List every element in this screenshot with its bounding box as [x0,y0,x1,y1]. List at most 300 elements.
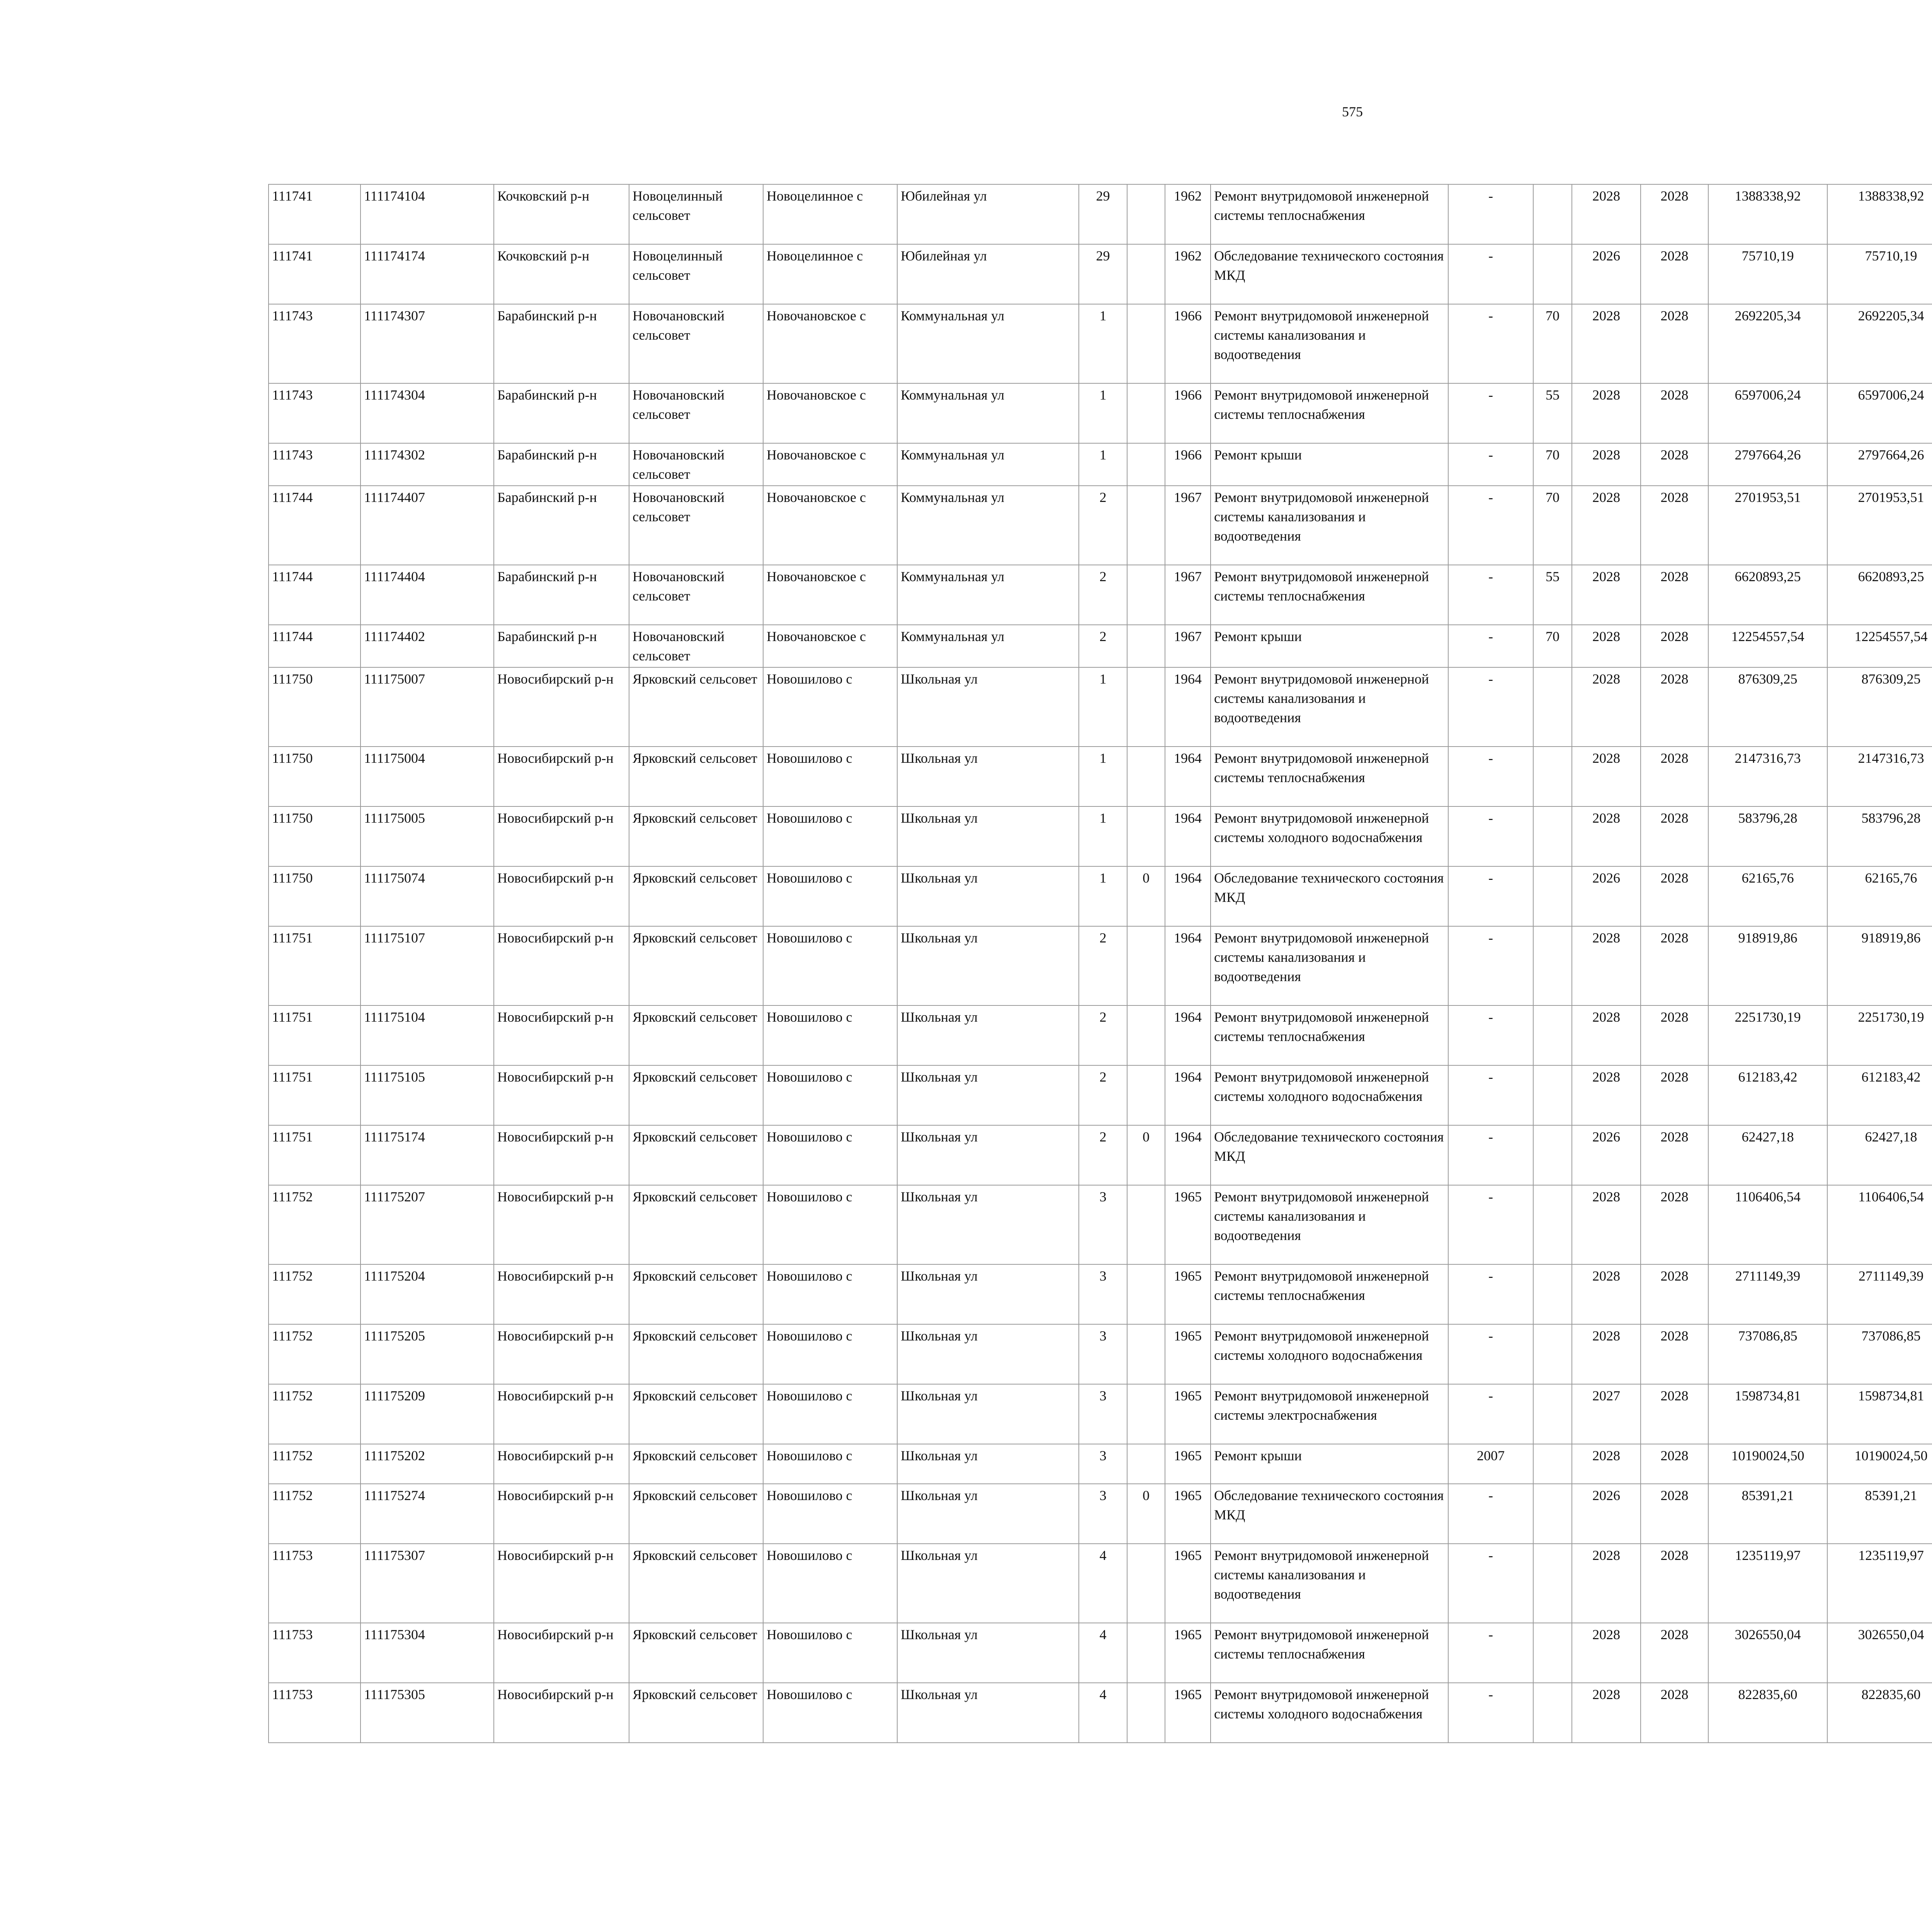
cell-work-id: 111174404 [361,565,494,625]
cell-cost-total: 3026550,04 [1708,1623,1827,1683]
cell-house-number: 1 [1079,806,1127,866]
cell-deadline-year: 2028 [1641,1623,1708,1683]
cell-street: Коммунальная ул [897,486,1079,565]
cell-work-type: Ремонт внутридомовой инженерной системы канализования и водоотведения [1211,667,1448,747]
cell-council: Новочановский сельсовет [629,625,763,667]
table-row [269,1444,1932,1484]
cell-street: Школьная ул [897,1324,1079,1384]
cell-wear-percent [1533,184,1572,244]
cell-work-type: Ремонт внутридомовой инженерной системы теплоснабжения [1211,747,1448,806]
cell-settlement: Новошилово с [763,747,897,806]
cell-district: Барабинский р-н [494,443,629,486]
cell-settlement: Новочановское с [763,443,897,486]
cell-building-number [1127,1683,1165,1743]
cell-cost-total: 2251730,19 [1708,1005,1827,1065]
cell-work-id: 111175004 [361,747,494,806]
cell-cost-fund: 2251730,19 [1827,1005,1932,1065]
cell-house-number: 2 [1079,565,1127,625]
cell-cost-fund: 6620893,25 [1827,565,1932,625]
cell-work-id: 111175174 [361,1125,494,1185]
cell-settlement: Новошилово с [763,1324,897,1384]
cell-plan-year: 2028 [1572,667,1641,747]
cell-cost-fund: 62165,76 [1827,866,1932,926]
table-row [269,926,1932,1005]
cell-last-repair-year: - [1448,1065,1533,1125]
cell-street: Школьная ул [897,1125,1079,1185]
cell-record-id: 111750 [269,667,361,747]
cell-deadline-year: 2028 [1641,667,1708,747]
cell-cost-total: 918919,86 [1708,926,1827,1005]
cell-house-number: 1 [1079,304,1127,383]
cell-deadline-year: 2028 [1641,1444,1708,1484]
cell-building-number [1127,184,1165,244]
cell-building-number [1127,1264,1165,1324]
cell-build-year: 1964 [1165,866,1211,926]
cell-work-id: 111174402 [361,625,494,667]
cell-cost-fund: 2797664,26 [1827,443,1932,486]
cell-plan-year: 2028 [1572,806,1641,866]
cell-building-number [1127,383,1165,443]
cell-house-number: 2 [1079,1065,1127,1125]
cell-district: Кочковский р-н [494,184,629,244]
cell-wear-percent [1533,806,1572,866]
cell-building-number [1127,747,1165,806]
cell-record-id: 111741 [269,184,361,244]
cell-district: Новосибирский р-н [494,866,629,926]
cell-work-id: 111175304 [361,1623,494,1683]
cell-cost-total: 612183,42 [1708,1065,1827,1125]
cell-record-id: 111752 [269,1444,361,1484]
cell-last-repair-year: - [1448,866,1533,926]
cell-deadline-year: 2028 [1641,866,1708,926]
cell-council: Ярковский сельсовет [629,866,763,926]
cell-build-year: 1965 [1165,1623,1211,1683]
table-row [269,184,1932,244]
table-row [269,486,1932,565]
cell-house-number: 2 [1079,486,1127,565]
cell-building-number [1127,667,1165,747]
cell-house-number: 29 [1079,184,1127,244]
cell-record-id: 111743 [269,443,361,486]
cell-deadline-year: 2028 [1641,304,1708,383]
cell-build-year: 1965 [1165,1484,1211,1544]
cell-record-id: 111752 [269,1484,361,1544]
table-row [269,383,1932,443]
cell-street: Школьная ул [897,1005,1079,1065]
cell-district: Новосибирский р-н [494,1544,629,1623]
cell-wear-percent [1533,667,1572,747]
cell-work-id: 111174407 [361,486,494,565]
cell-build-year: 1965 [1165,1384,1211,1444]
cell-cost-fund: 583796,28 [1827,806,1932,866]
cell-build-year: 1964 [1165,1005,1211,1065]
cell-record-id: 111752 [269,1264,361,1324]
cell-settlement: Новошилово с [763,1005,897,1065]
cell-last-repair-year: - [1448,1623,1533,1683]
cell-street: Школьная ул [897,667,1079,747]
cell-build-year: 1965 [1165,1444,1211,1484]
cell-cost-fund: 6597006,24 [1827,383,1932,443]
cell-plan-year: 2028 [1572,304,1641,383]
cell-work-id: 111175205 [361,1324,494,1384]
cell-house-number: 1 [1079,747,1127,806]
cell-plan-year: 2028 [1572,1065,1641,1125]
cell-work-type: Ремонт внутридомовой инженерной системы теплоснабжения [1211,383,1448,443]
cell-wear-percent [1533,1384,1572,1444]
cell-district: Новосибирский р-н [494,1444,629,1484]
cell-cost-total: 75710,19 [1708,244,1827,304]
cell-build-year: 1967 [1165,625,1211,667]
cell-district: Новосибирский р-н [494,926,629,1005]
cell-last-repair-year: 2007 [1448,1444,1533,1484]
cell-wear-percent [1533,1185,1572,1264]
cell-record-id: 111750 [269,747,361,806]
cell-build-year: 1966 [1165,304,1211,383]
cell-record-id: 111752 [269,1324,361,1384]
cell-cost-total: 822835,60 [1708,1683,1827,1743]
cell-district: Новосибирский р-н [494,1005,629,1065]
cell-build-year: 1964 [1165,747,1211,806]
cell-cost-fund: 12254557,54 [1827,625,1932,667]
cell-work-id: 111175209 [361,1384,494,1444]
cell-street: Юбилейная ул [897,184,1079,244]
cell-wear-percent: 70 [1533,304,1572,383]
cell-district: Барабинский р-н [494,383,629,443]
cell-deadline-year: 2028 [1641,443,1708,486]
cell-deadline-year: 2028 [1641,565,1708,625]
cell-council: Новочановский сельсовет [629,304,763,383]
cell-deadline-year: 2028 [1641,486,1708,565]
cell-plan-year: 2028 [1572,1544,1641,1623]
cell-work-type: Ремонт внутридомовой инженерной системы теплоснабжения [1211,1005,1448,1065]
cell-settlement: Новошилово с [763,1185,897,1264]
cell-deadline-year: 2028 [1641,1125,1708,1185]
table-row [269,866,1932,926]
cell-work-id: 111175204 [361,1264,494,1324]
cell-deadline-year: 2028 [1641,1384,1708,1444]
cell-work-type: Ремонт внутридомовой инженерной системы холодного водоснабжения [1211,806,1448,866]
cell-cost-fund: 2701953,51 [1827,486,1932,565]
table-row [269,667,1932,747]
cell-street: Школьная ул [897,806,1079,866]
cell-street: Коммунальная ул [897,625,1079,667]
cell-build-year: 1966 [1165,383,1211,443]
table-row [269,625,1932,667]
cell-building-number [1127,1384,1165,1444]
table-row [269,1264,1932,1324]
cell-street: Школьная ул [897,1384,1079,1444]
cell-deadline-year: 2028 [1641,625,1708,667]
cell-last-repair-year: - [1448,806,1533,866]
cell-work-type: Ремонт внутридомовой инженерной системы канализования и водоотведения [1211,1544,1448,1623]
cell-cost-fund: 2147316,73 [1827,747,1932,806]
table-row [269,1623,1932,1683]
cell-last-repair-year: - [1448,383,1533,443]
cell-cost-total: 1235119,97 [1708,1544,1827,1623]
cell-work-type: Ремонт внутридомовой инженерной системы теплоснабжения [1211,565,1448,625]
cell-council: Ярковский сельсовет [629,1005,763,1065]
cell-settlement: Новошилово с [763,667,897,747]
cell-street: Школьная ул [897,1484,1079,1544]
cell-street: Школьная ул [897,1185,1079,1264]
cell-building-number [1127,244,1165,304]
cell-council: Ярковский сельсовет [629,1484,763,1544]
cell-record-id: 111743 [269,304,361,383]
cell-wear-percent [1533,244,1572,304]
cell-build-year: 1964 [1165,926,1211,1005]
cell-work-id: 111175202 [361,1444,494,1484]
cell-cost-fund: 876309,25 [1827,667,1932,747]
cell-cost-fund: 10190024,50 [1827,1444,1932,1484]
cell-work-type: Обследование технического состояния МКД [1211,244,1448,304]
table-row [269,565,1932,625]
cell-council: Новочановский сельсовет [629,443,763,486]
cell-cost-total: 1598734,81 [1708,1384,1827,1444]
cell-deadline-year: 2028 [1641,1683,1708,1743]
cell-district: Новосибирский р-н [494,1623,629,1683]
cell-record-id: 111751 [269,926,361,1005]
cell-street: Школьная ул [897,1444,1079,1484]
cell-wear-percent [1533,926,1572,1005]
cell-work-id: 111175307 [361,1544,494,1623]
cell-street: Школьная ул [897,1065,1079,1125]
cell-cost-total: 85391,21 [1708,1484,1827,1544]
cell-district: Новосибирский р-н [494,667,629,747]
cell-house-number: 2 [1079,1125,1127,1185]
cell-build-year: 1964 [1165,806,1211,866]
cell-plan-year: 2028 [1572,383,1641,443]
cell-council: Ярковский сельсовет [629,1623,763,1683]
cell-cost-fund: 2711149,39 [1827,1264,1932,1324]
cell-building-number: 0 [1127,1484,1165,1544]
cell-district: Барабинский р-н [494,625,629,667]
cell-street: Коммунальная ул [897,304,1079,383]
cell-plan-year: 2028 [1572,565,1641,625]
table-row [269,1125,1932,1185]
cell-settlement: Новошилово с [763,1264,897,1324]
cell-street: Школьная ул [897,1683,1079,1743]
cell-council: Ярковский сельсовет [629,806,763,866]
cell-council: Новочановский сельсовет [629,486,763,565]
cell-settlement: Новошилово с [763,1683,897,1743]
cell-record-id: 111753 [269,1623,361,1683]
cell-street: Школьная ул [897,926,1079,1005]
cell-wear-percent [1533,1125,1572,1185]
cell-plan-year: 2028 [1572,1683,1641,1743]
cell-last-repair-year: - [1448,1544,1533,1623]
cell-council: Ярковский сельсовет [629,1444,763,1484]
cell-street: Школьная ул [897,747,1079,806]
cell-house-number: 1 [1079,443,1127,486]
cell-plan-year: 2027 [1572,1384,1641,1444]
cell-cost-fund: 612183,42 [1827,1065,1932,1125]
cell-build-year: 1962 [1165,244,1211,304]
cell-plan-year: 2028 [1572,1324,1641,1384]
cell-wear-percent [1533,1324,1572,1384]
cell-settlement: Новошилово с [763,1544,897,1623]
cell-cost-total: 583796,28 [1708,806,1827,866]
cell-work-type: Ремонт внутридомовой инженерной системы канализования и водоотведения [1211,1185,1448,1264]
cell-building-number [1127,443,1165,486]
cell-wear-percent [1533,866,1572,926]
cell-build-year: 1965 [1165,1683,1211,1743]
cell-settlement: Новошилово с [763,1484,897,1544]
cell-settlement: Новошилово с [763,1125,897,1185]
cell-last-repair-year: - [1448,1324,1533,1384]
cell-work-id: 111175007 [361,667,494,747]
cell-last-repair-year: - [1448,747,1533,806]
cell-settlement: Новошилово с [763,1444,897,1484]
cell-work-id: 111175107 [361,926,494,1005]
cell-plan-year: 2026 [1572,866,1641,926]
cell-record-id: 111751 [269,1125,361,1185]
cell-wear-percent [1533,1484,1572,1544]
cell-house-number: 3 [1079,1185,1127,1264]
cell-council: Новоцелинный сельсовет [629,184,763,244]
cell-settlement: Новошилово с [763,806,897,866]
cell-street: Школьная ул [897,1544,1079,1623]
cell-last-repair-year: - [1448,926,1533,1005]
cell-deadline-year: 2028 [1641,1544,1708,1623]
cell-wear-percent [1533,1683,1572,1743]
cell-council: Ярковский сельсовет [629,667,763,747]
cell-plan-year: 2028 [1572,625,1641,667]
cell-cost-total: 2797664,26 [1708,443,1827,486]
cell-work-id: 111174104 [361,184,494,244]
cell-council: Новоцелинный сельсовет [629,244,763,304]
cell-building-number [1127,1544,1165,1623]
cell-house-number: 3 [1079,1324,1127,1384]
cell-plan-year: 2028 [1572,443,1641,486]
cell-settlement: Новошилово с [763,1065,897,1125]
cell-cost-total: 876309,25 [1708,667,1827,747]
cell-street: Школьная ул [897,1623,1079,1683]
cell-deadline-year: 2028 [1641,806,1708,866]
cell-work-type: Обследование технического состояния МКД [1211,866,1448,926]
cell-last-repair-year: - [1448,1683,1533,1743]
cell-wear-percent [1533,1264,1572,1324]
cell-settlement: Новошилово с [763,1623,897,1683]
cell-wear-percent [1533,1623,1572,1683]
cell-work-id: 111174307 [361,304,494,383]
cell-settlement: Новоцелинное с [763,184,897,244]
cell-deadline-year: 2028 [1641,1264,1708,1324]
cell-house-number: 3 [1079,1444,1127,1484]
cell-district: Новосибирский р-н [494,1384,629,1444]
table-row [269,1544,1932,1623]
cell-district: Новосибирский р-н [494,1484,629,1544]
cell-building-number [1127,926,1165,1005]
cell-cost-fund: 737086,85 [1827,1324,1932,1384]
cell-work-id: 111175305 [361,1683,494,1743]
cell-cost-total: 6620893,25 [1708,565,1827,625]
cell-district: Новосибирский р-н [494,1125,629,1185]
cell-deadline-year: 2028 [1641,1185,1708,1264]
cell-record-id: 111750 [269,806,361,866]
cell-wear-percent: 70 [1533,443,1572,486]
cell-house-number: 4 [1079,1544,1127,1623]
cell-last-repair-year: - [1448,486,1533,565]
cell-record-id: 111744 [269,565,361,625]
cell-district: Барабинский р-н [494,486,629,565]
cell-cost-fund: 3026550,04 [1827,1623,1932,1683]
cell-cost-total: 1388338,92 [1708,184,1827,244]
cell-house-number: 4 [1079,1683,1127,1743]
cell-house-number: 1 [1079,667,1127,747]
cell-deadline-year: 2028 [1641,1324,1708,1384]
cell-cost-total: 2147316,73 [1708,747,1827,806]
cell-record-id: 111753 [269,1683,361,1743]
cell-district: Новосибирский р-н [494,1683,629,1743]
cell-work-id: 111174304 [361,383,494,443]
cell-building-number [1127,1185,1165,1264]
cell-settlement: Новочановское с [763,304,897,383]
cell-council: Ярковский сельсовет [629,747,763,806]
cell-last-repair-year: - [1448,304,1533,383]
cell-deadline-year: 2028 [1641,747,1708,806]
table-row [269,244,1932,304]
cell-district: Новосибирский р-н [494,1065,629,1125]
cell-settlement: Новочановское с [763,565,897,625]
cell-building-number [1127,565,1165,625]
cell-plan-year: 2028 [1572,1005,1641,1065]
cell-council: Ярковский сельсовет [629,1185,763,1264]
cell-work-id: 111175104 [361,1005,494,1065]
cell-deadline-year: 2028 [1641,1005,1708,1065]
cell-cost-fund: 822835,60 [1827,1683,1932,1743]
cell-record-id: 111744 [269,486,361,565]
cell-cost-fund: 1106406,54 [1827,1185,1932,1264]
cell-settlement: Новочановское с [763,383,897,443]
cell-build-year: 1966 [1165,443,1211,486]
cell-build-year: 1965 [1165,1264,1211,1324]
cell-record-id: 111743 [269,383,361,443]
cell-building-number [1127,625,1165,667]
cell-plan-year: 2028 [1572,486,1641,565]
cell-cost-total: 2692205,34 [1708,304,1827,383]
cell-council: Ярковский сельсовет [629,1065,763,1125]
cell-settlement: Новоцелинное с [763,244,897,304]
cell-work-type: Ремонт внутридомовой инженерной системы холодного водоснабжения [1211,1683,1448,1743]
cell-last-repair-year: - [1448,443,1533,486]
cell-council: Ярковский сельсовет [629,1544,763,1623]
cell-work-id: 111175005 [361,806,494,866]
cell-build-year: 1965 [1165,1324,1211,1384]
cell-house-number: 1 [1079,383,1127,443]
cell-deadline-year: 2028 [1641,1065,1708,1125]
cell-house-number: 3 [1079,1484,1127,1544]
cell-record-id: 111751 [269,1065,361,1125]
cell-work-type: Ремонт крыши [1211,625,1448,667]
table-row [269,304,1932,383]
table-row [269,443,1932,486]
cell-building-number [1127,486,1165,565]
cell-cost-total: 6597006,24 [1708,383,1827,443]
cell-work-type: Ремонт внутридомовой инженерной системы канализования и водоотведения [1211,304,1448,383]
cell-council: Новочановский сельсовет [629,383,763,443]
cell-wear-percent [1533,1544,1572,1623]
cell-work-type: Ремонт крыши [1211,443,1448,486]
cell-build-year: 1964 [1165,667,1211,747]
cell-district: Барабинский р-н [494,565,629,625]
cell-cost-fund: 918919,86 [1827,926,1932,1005]
cell-house-number: 29 [1079,244,1127,304]
cell-work-id: 111175105 [361,1065,494,1125]
cell-council: Ярковский сельсовет [629,1125,763,1185]
cell-last-repair-year: - [1448,667,1533,747]
cell-cost-total: 10190024,50 [1708,1444,1827,1484]
cell-work-id: 111174174 [361,244,494,304]
